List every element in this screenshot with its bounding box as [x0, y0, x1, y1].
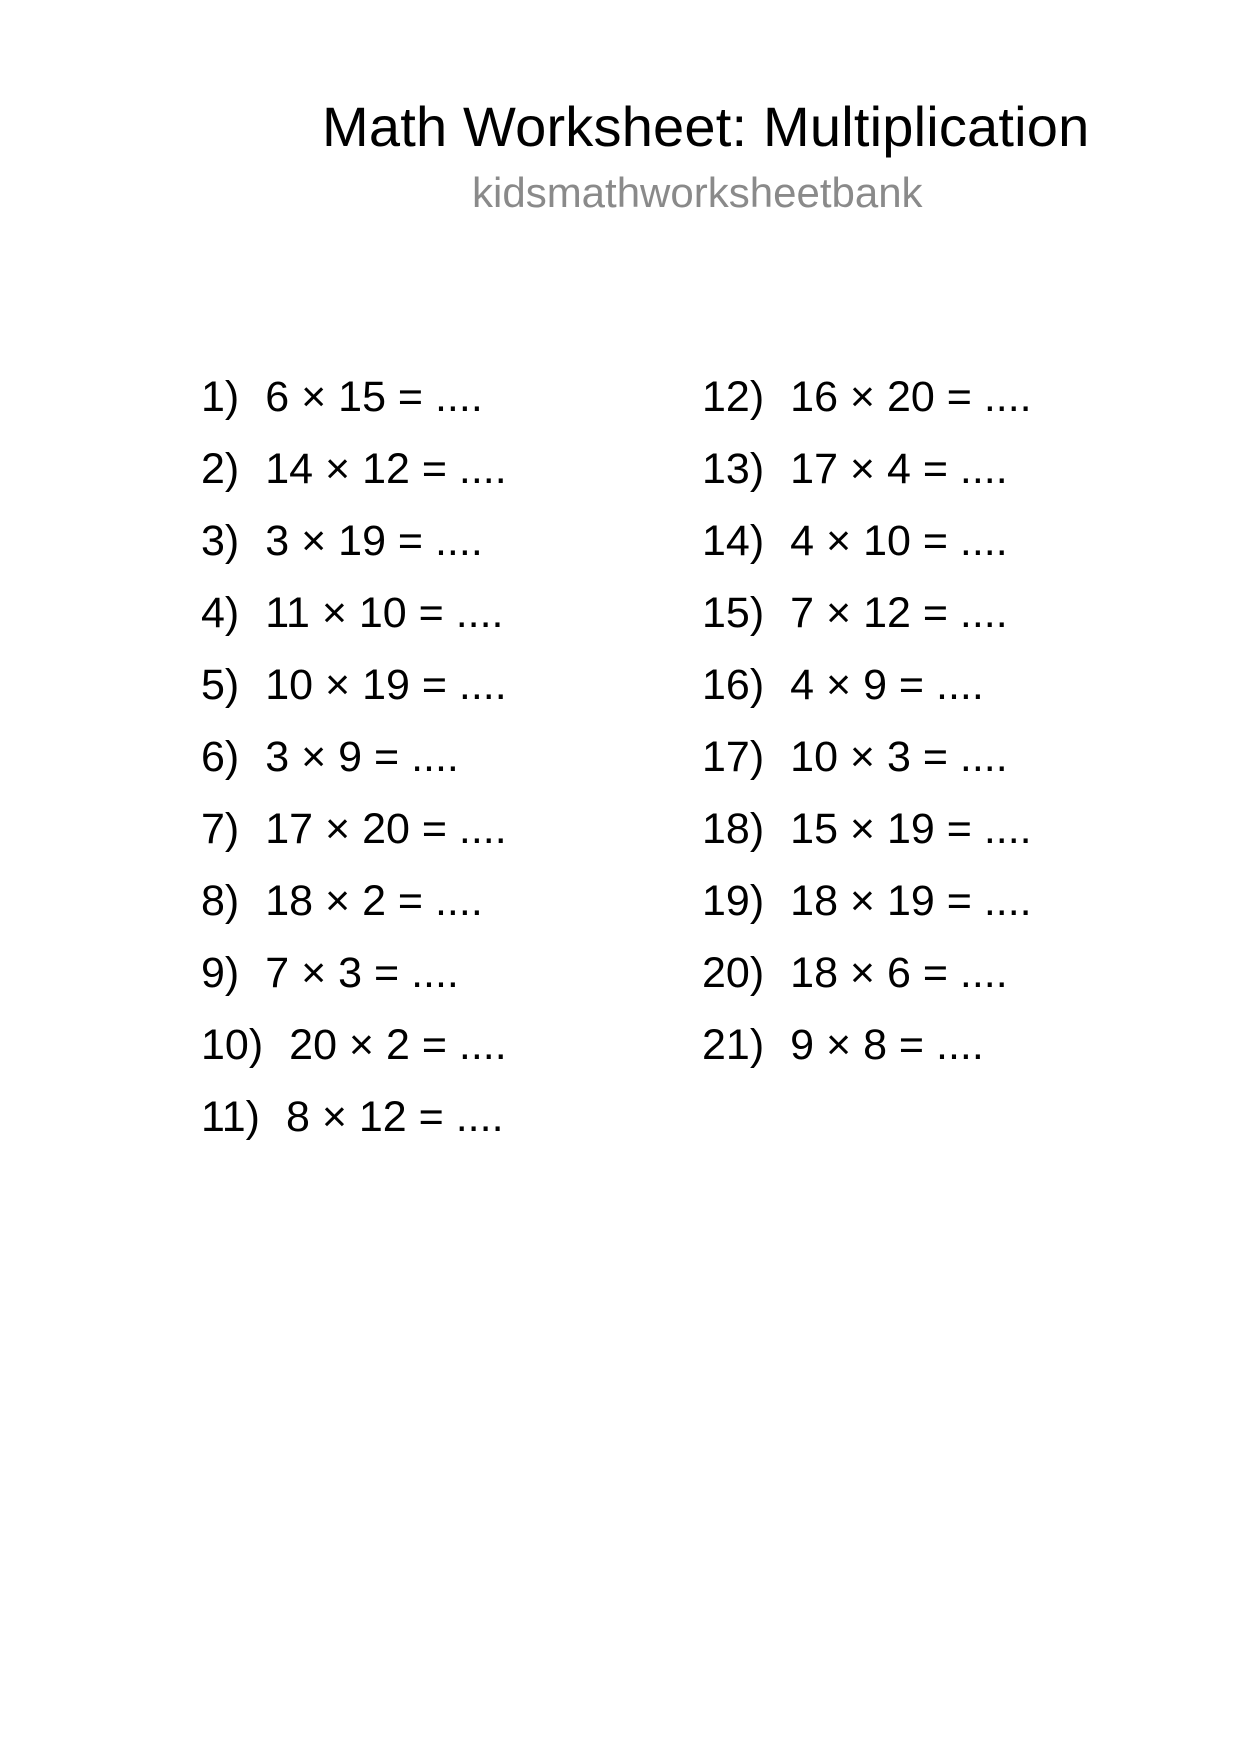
problem-number: 5) [201, 661, 240, 709]
problem-number: 10) [201, 1021, 264, 1069]
problem-expression: 11 × 10 = .... [265, 589, 504, 637]
problem-item [702, 998, 1032, 1093]
problem-expression: 6 × 15 = .... [265, 373, 483, 421]
problem-number: 4) [201, 589, 240, 637]
problem-number: 1) [201, 373, 240, 421]
problem-number: 21) [702, 1021, 765, 1069]
problem-expression: 16 × 20 = .... [790, 373, 1032, 421]
problem-number: 15) [702, 589, 765, 637]
problem-number: 14) [702, 517, 765, 565]
problem-number: 18) [702, 805, 765, 853]
problem-item [201, 1070, 507, 1165]
problem-number: 12) [702, 373, 765, 421]
problem-expression: 14 × 12 = .... [265, 445, 507, 493]
problem-expression: 7 × 3 = .... [265, 949, 459, 997]
problem-expression: 10 × 3 = .... [790, 733, 1008, 781]
problem-expression: 9 × 8 = .... [790, 1021, 984, 1069]
problem-expression: 8 × 12 = .... [285, 1093, 504, 1141]
problem-number: 20) [702, 949, 765, 997]
problem-number: 11) [201, 1093, 260, 1141]
problem-expression: 18 × 2 = .... [265, 877, 483, 925]
problem-column-left [201, 350, 507, 1165]
problem-expression: 15 × 19 = .... [790, 805, 1032, 853]
problem-expression: 10 × 19 = .... [265, 661, 507, 709]
problem-number: 8) [201, 877, 240, 925]
problem-expression: 4 × 9 = .... [790, 661, 984, 709]
problem-number: 16) [702, 661, 765, 709]
problem-expression: 17 × 20 = .... [265, 805, 507, 853]
problem-expression: 20 × 2 = .... [289, 1021, 507, 1069]
problem-expression: 3 × 9 = .... [265, 733, 459, 781]
problem-number: 6) [201, 733, 240, 781]
worksheet-header [322, 96, 1142, 216]
problem-number: 3) [201, 517, 240, 565]
problem-number: 19) [702, 877, 765, 925]
problem-number: 9) [201, 949, 240, 997]
problem-expression: 4 × 10 = .... [790, 517, 1008, 565]
problem-number: 7) [201, 805, 240, 853]
problem-expression: 18 × 6 = .... [790, 949, 1008, 997]
problem-column-right [702, 350, 1032, 1093]
problem-number: 17) [702, 733, 765, 781]
problem-expression: 7 × 12 = .... [790, 589, 1008, 637]
problem-number: 2) [201, 445, 240, 493]
page-title: Math Worksheet: Multiplication [322, 95, 1090, 158]
problem-expression: 3 × 19 = .... [265, 517, 483, 565]
problem-expression: 18 × 19 = .... [790, 877, 1032, 925]
problem-expression: 17 × 4 = .... [790, 445, 1008, 493]
problem-number: 13) [702, 445, 765, 493]
page-subtitle: kidsmathworksheetbank [472, 168, 923, 216]
